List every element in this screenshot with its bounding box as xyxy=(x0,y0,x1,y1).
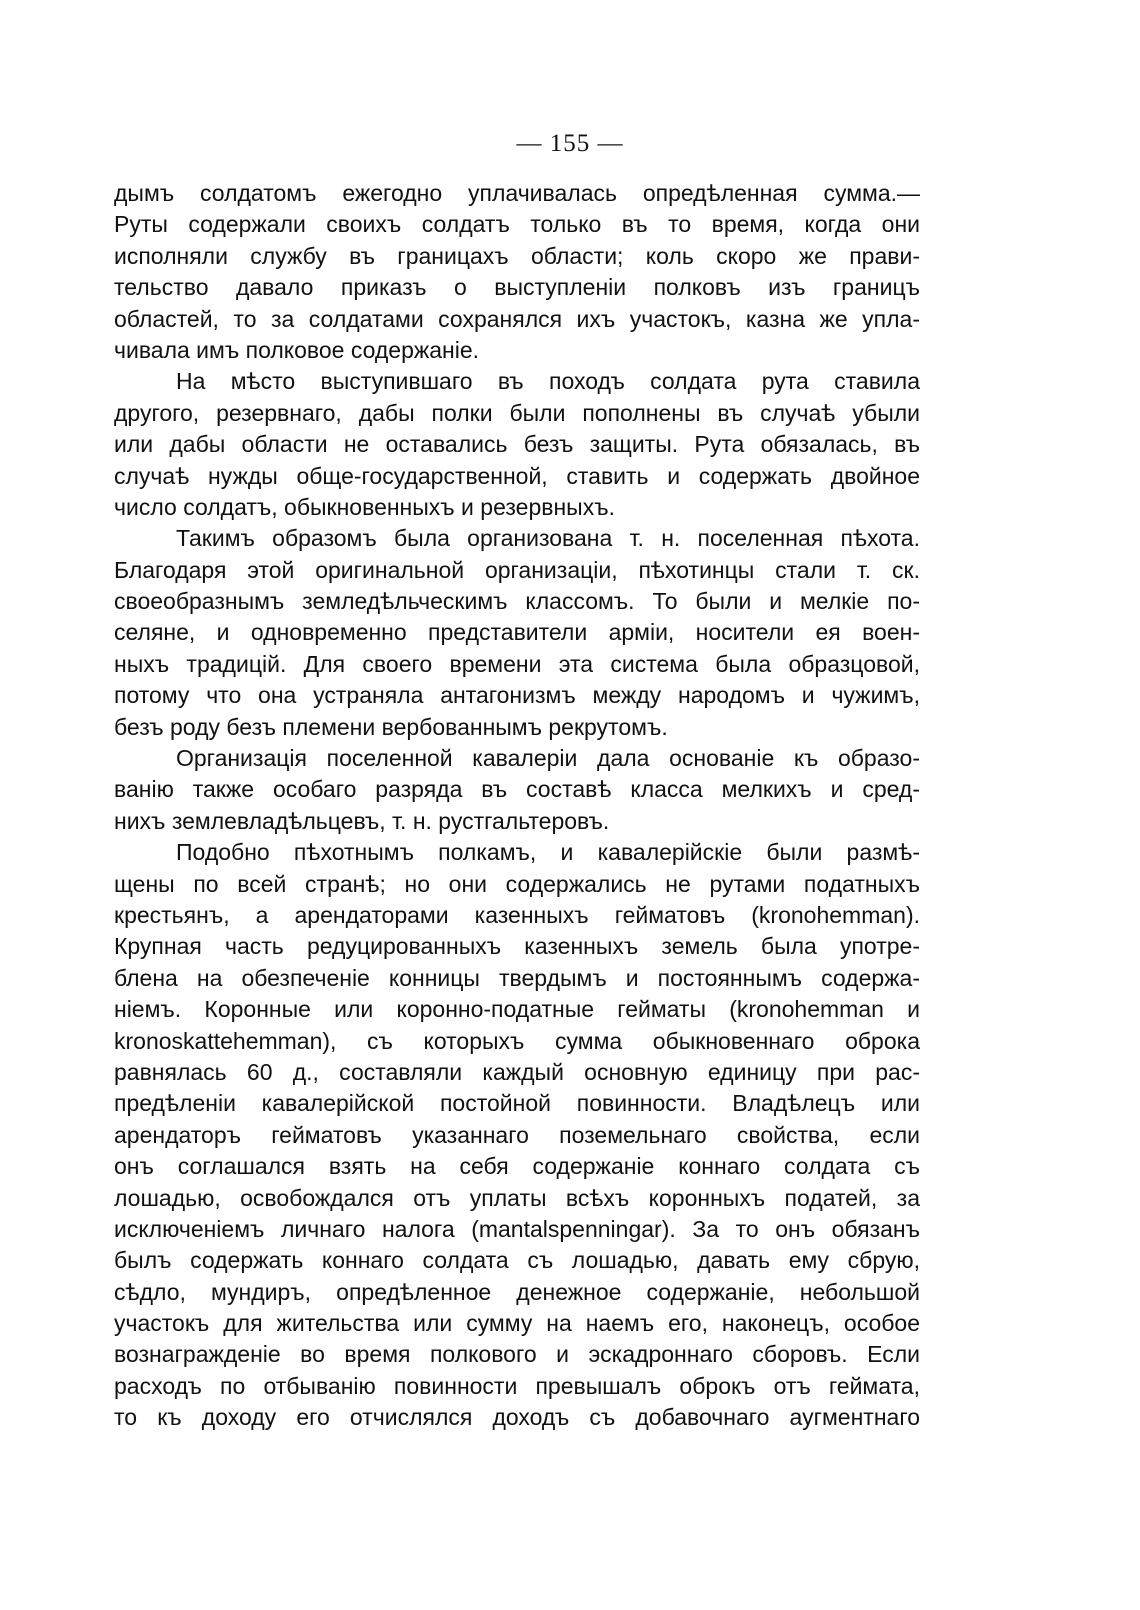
text-line: исполняли службу въ границахъ области; коль скоро же прави- xyxy=(114,242,920,269)
text-line: расходъ по отбыванію повинности превышалъ оброкъ отъ геймата, xyxy=(114,1372,920,1399)
text-line: или дабы области не оставались безъ защиты. Рута обязалась, въ xyxy=(114,431,920,458)
text-line: нихъ землевладѣльцевъ, т. н. рустгальтеровъ. xyxy=(114,807,610,834)
text-line: тельство давало приказъ о выступленіи полковъ изъ границъ xyxy=(114,274,920,301)
text-line: щены по всей странѣ; но они содержались не рутами податныхъ xyxy=(114,870,920,897)
text-line: участокъ для жительства или сумму на наемъ его, наконецъ, особое xyxy=(114,1310,920,1337)
text-line: потому что она устраняла антагонизмъ между народомъ и чужимъ, xyxy=(114,682,920,709)
text-line: Руты содержали своихъ солдатъ только въ то время, когда они xyxy=(114,211,920,238)
text-line: исключеніемъ личнаго налога (mantalspenningar). За то онъ обязанъ xyxy=(114,1215,920,1242)
text-line: своеобразнымъ земледѣльческимъ классомъ. То были и мелкіе по- xyxy=(114,588,920,615)
text-line: арендаторъ гейматовъ указаннаго поземельнаго свойства, если xyxy=(114,1121,920,1148)
text-line: то къ доходу его отчислялся доходъ съ добавочнаго аугментнаго xyxy=(114,1404,920,1431)
body-text xyxy=(114,178,920,1434)
text-line: Крупная часть редуцированныхъ казенныхъ земель была употре- xyxy=(114,933,920,960)
text-line: случаѣ нужды обще-государственной, ставить и содержать двойное xyxy=(114,462,920,489)
text-line: Благодаря этой оригинальной организаціи, пѣхотинцы стали т. ск. xyxy=(114,556,920,583)
text-line: kronoskattehemman), съ которыхъ сумма обыкновеннаго оброка xyxy=(114,1027,920,1054)
text-line: областей, то за солдатами сохранялся ихъ участокъ, казна же упла- xyxy=(114,305,920,332)
text-line: вознагражденіе во время полкового и эскадроннаго сборовъ. Если xyxy=(114,1341,920,1368)
text-line: На мѣсто выступившаго въ походъ солдата рута ставила xyxy=(176,368,920,395)
text-line: чивала имъ полковое содержаніе. xyxy=(114,336,480,363)
text-line: ныхъ традицій. Для своего времени эта система была образцовой, xyxy=(114,650,920,677)
text-line: другого, резервнаго, дабы полки были пополнены въ случаѣ убыли xyxy=(114,399,920,426)
text-line: ніемъ. Коронные или коронно-податные гейматы (kronohemman и xyxy=(114,996,920,1023)
page-number: — 155 — xyxy=(516,130,624,157)
text-line: предѣленіи кавалерійской постойной повинности. Владѣлецъ или xyxy=(114,1090,920,1117)
text-line: число солдатъ, обыкновенныхъ и резервныхъ. xyxy=(114,493,615,520)
text-line: Такимъ образомъ была организована т. н. поселенная пѣхота. xyxy=(176,525,920,552)
text-line: Подобно пѣхотнымъ полкамъ, и кавалерійскіе были размѣ- xyxy=(176,839,920,866)
text-line: крестьянъ, а арендаторами казенныхъ гейматовъ (kronohemman). xyxy=(114,901,920,928)
text-line: дымъ солдатомъ ежегодно уплачивалась опредѣленная сумма.— xyxy=(114,180,920,206)
text-line: лошадью, освобождался отъ уплаты всѣхъ коронныхъ податей, за xyxy=(114,1184,920,1211)
text-line: Организація поселенной кавалеріи дала основаніе къ образо- xyxy=(176,745,920,772)
text-line: безъ роду безъ племени вербованнымъ рекрутомъ. xyxy=(114,713,668,740)
text-line: блена на обезпеченіе конницы твердымъ и постояннымъ содержа- xyxy=(114,964,920,991)
text-line: онъ соглашался взять на себя содержаніе коннаго солдата съ xyxy=(114,1153,920,1180)
text-line: былъ содержать коннаго солдата съ лошадью, давать ему сбрую, xyxy=(114,1247,920,1274)
text-line: ванію также особаго разряда въ составѣ класса мелкихъ и сред- xyxy=(114,776,920,803)
text-line: селяне, и одновременно представители арміи, носители ея воен- xyxy=(114,619,920,646)
text-line: сѣдло, мундиръ, опредѣленное денежное содержаніе, небольшой xyxy=(114,1278,920,1305)
text-line: равнялась 60 д., составляли каждый основную единицу при рас- xyxy=(114,1058,920,1085)
